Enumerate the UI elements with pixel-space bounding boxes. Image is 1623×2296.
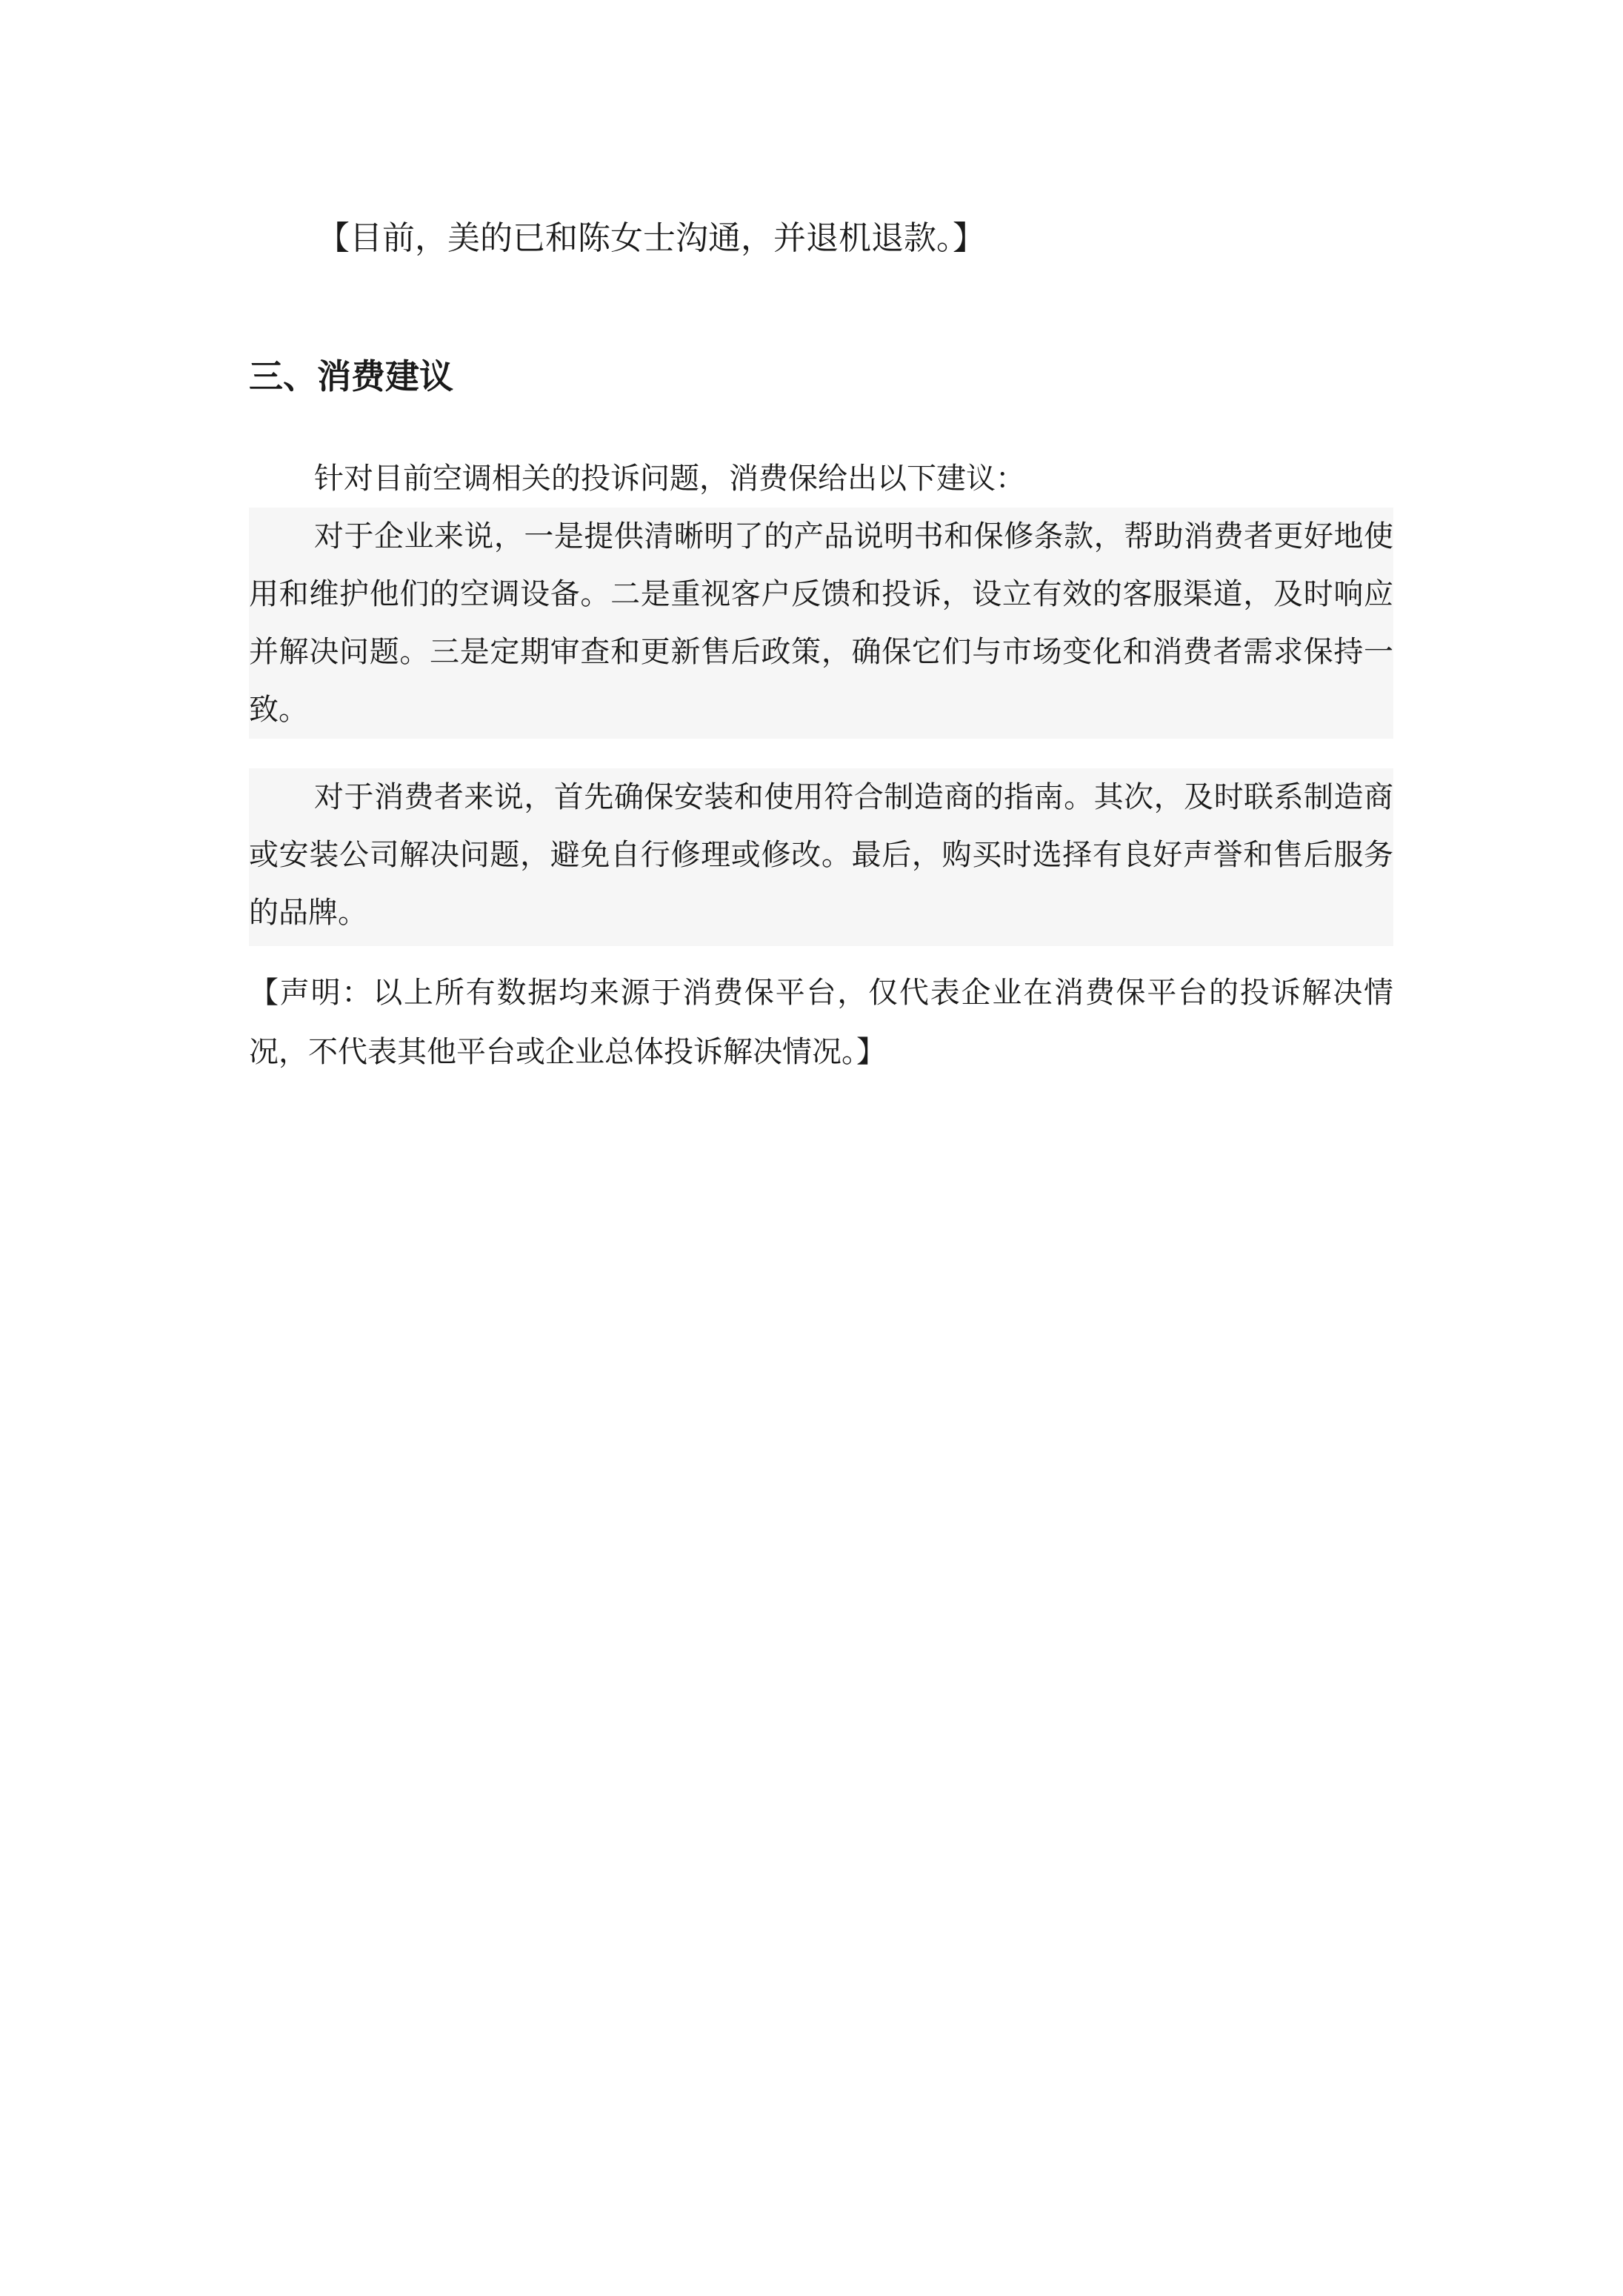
section-heading: 三、消费建议 (249, 356, 453, 396)
consumer-advice-paragraph: 对于消费者来说，首先确保安装和使用符合制造商的指南。其次，及时联系制造商或安装公司解决问题，避免自行修理或修改。最后，购买时选择有良好声誉和售后服务的品牌。 (249, 768, 1393, 946)
disclaimer-paragraph: 【声明：以上所有数据均来源于消费保平台，仅代表企业在消费保平台的投诉解决情况，不代表其他平台或企业总体投诉解决情况。】 (249, 976, 1393, 1069)
company-advice-paragraph: 对于企业来说，一是提供清晰明了的产品说明书和保修条款，帮助消费者更好地使用和维护他们的空调设备。二是重视客户反馈和投诉，设立有效的客服渠道，及时响应并解决问题。三是定期审查和更新售后政策，确保它们与市场变化和消费者需求保持一致。 (249, 508, 1393, 739)
resolution-note: 【目前，美的已和陈女士沟通，并退机退款。】 (317, 219, 985, 257)
intro-paragraph: 针对目前空调相关的投诉问题，消费保给出以下建议： (314, 462, 1025, 496)
